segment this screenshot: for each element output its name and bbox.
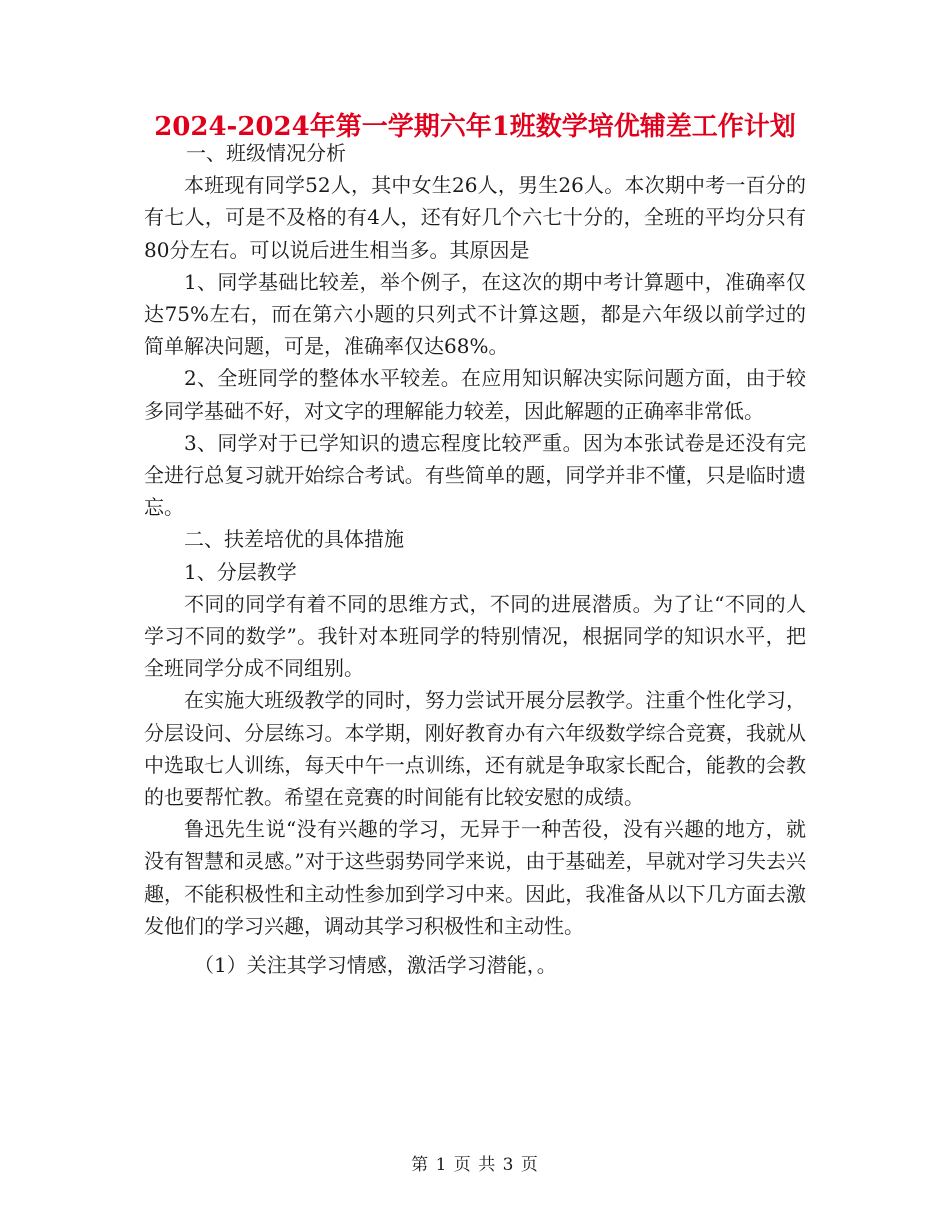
document-title: 2024-2024年第一学期六年1班数学培优辅差工作计划	[154, 112, 796, 142]
subheading-layered-teaching: 1、分层教学	[184, 559, 297, 584]
paragraph-different-students: 不同的同学有着不同的思维方式，不同的进展潜质。为了让“不同的人学习不同的数学”。我针对本班同学的特别情况，根据同学的知识水平，把全班同学分成不同组别。	[144, 591, 806, 681]
paragraph-reason-3: 3、同学对于已学知识的遗忘程度比较严重。因为本张试卷是还没有完全进行总复习就开始综合考试。有些简单的题，同学并非不懂，只是临时遗忘。	[144, 430, 806, 520]
section-heading-class-analysis: 一、班级情况分析	[186, 141, 346, 165]
paragraph-class-overview: 本班现有同学52人，其中女生26人，男生26人。本次期中考一百分的有七人，可是不及格的有4人，还有好几个六七十分的，全班的平均分只有80分左右。可以说后进生相当多。其原因是	[144, 173, 806, 262]
paragraph-reason-2: 2、全班同学的整体水平较差。在应用知识解决实际问题方面，由于较多同学基础不好，对文字的理解能力较差，因此解题的正确率非常低。	[144, 366, 806, 423]
section-heading-measures: 二、扶差培优的具体措施	[184, 527, 404, 552]
page-footer: 第 1 页 共 3 页	[411, 1155, 539, 1175]
list-item-learning-emotion: （1）关注其学习情感，激活学习潜能，。	[194, 953, 557, 978]
document-body	[144, 137, 806, 981]
paragraph-luxun-quote: 鲁迅先生说“没有兴趣的学习，无异于一种苦役，没有兴趣的地方，就没有智慧和灵感。”对于这些弱势同学来说，由于基础差，早就对学习失去兴趣，不能积极性和主动性参加到学习中来。因此，我准备从以下几方面去激发他们的学习兴趣，调动其学习积极性和主动性。	[144, 817, 806, 938]
paragraph-layered-implementation: 在实施大班级教学的同时，努力尝试开展分层教学。注重个性化学习，分层设问、分层练习。本学期，刚好教育办有六年级数学综合竞赛，我就从中选取七人训练，每天中午一点训练，还有就是争取家长配合，能教的会教的也要帮忙教。希望在竞赛的时间能有比较安慰的成绩。	[144, 688, 806, 810]
paragraph-reason-1: 1、同学基础比较差，举个例子，在这次的期中考计算题中，准确率仅达75%左右，而在第六小题的只列式不计算这题，都是六年级以前学过的简单解决问题，可是，准确率仅达68%。	[144, 269, 806, 359]
